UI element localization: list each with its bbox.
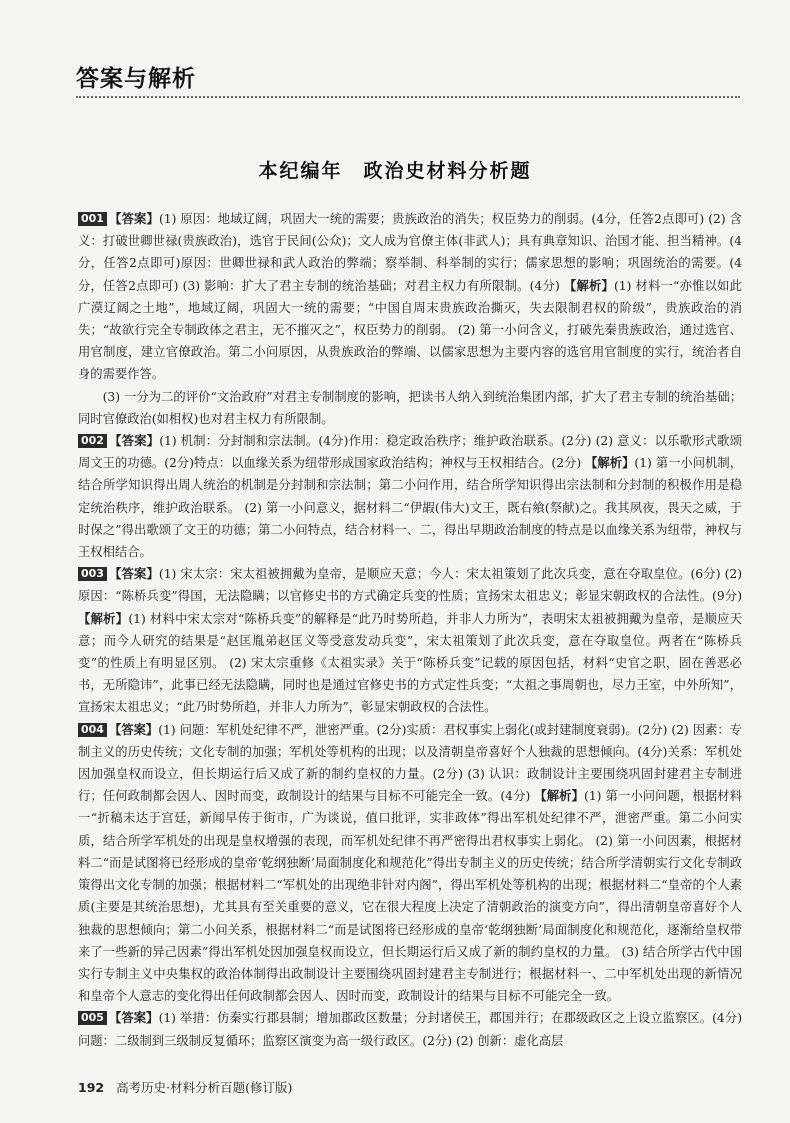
section-title: 本纪编年 政治史材料分析题 (258, 160, 532, 182)
analysis-text: (1) 材料一“亦惟以如此广漠辽阔之土地”，地域辽阔，巩固大一统的需要；“中国自周末贵族政治撕灭，失去限制君权的阶级”，贵族政治的消失；“故欲行完全专制政体之君主，无不摧灭之”，权臣势力的削弱。 (2) 第一小问含义，打破先秦贵族政治，通过选官、用官制度，建立官僚政治。第二小问原因，从贵族政治的弊端、以儒家思想为主要内容的选官用官制度的实行，统治者自身的需要作答。 (78, 278, 742, 382)
answer-text: (1) 原因：地域辽阔，巩固大一统的需要；贵族政治的消失；权臣势力的削弱。(4分，任答2点即可) (2) 含义：打破世卿世禄(贵族政治)，选官于民间(公众)；文人成为官僚主体(非武人)；具有典章知识、治国才能、担当精神。(4分，任答2点即可)原因：世卿世禄和武人政治的弊端；察举制、科举制的实行；儒家思想的影响；巩固统治的需要。(4分，任答2点即可) (3) 影响：扩大了君主专制的统治基础；对君主权力有所限制。(4分) (78, 212, 742, 293)
page-number: 192 (78, 1080, 105, 1095)
entry-001 (78, 208, 742, 386)
answer-label: 【答案】 (108, 1011, 159, 1026)
answer-text: (1) 宋太宗：宋太祖被拥戴为皇帝，是顺应天意；今人：宋太祖策划了此次兵变，意在夺取皇位。(6分) (2) 原因：“陈桥兵变”得国，无法隐瞒；以官修史书的方式确定兵变的性质；宣扬宋太祖忠义；彰显宋朝政权的合法性。(9分) (78, 567, 742, 604)
analysis-label: 【解析】 (563, 278, 614, 293)
entry-005 (78, 1007, 742, 1051)
question-number: 002 (78, 434, 107, 448)
analysis-label: 【解析】 (534, 789, 585, 804)
analysis-text: (1) 第一小问问题，根据材料一“折稿未达于宫廷，新闻早传于街市，广为谈说，值口批评，实非政体”得出军机处纪律不严，泄密严重。第二小问实质，结合所学军机处的出现是皇权增强的表现，而军机处纪律不再严密得出君权事实上弱化。 (2) 第一小问因素，根据材料二“而是试图将已经形成的皇帝‘乾纲独断’局面制度化和规范化”得出专制主义的历史传统；结合所学清朝实行文化专制政策得出文化专制的加强；根据材料二“军机处的出现绝非针对内阁”，得出军机处等机构的出现；根据材料二“皇帝的个人素质(主要是其统治思想)，尤其具有至关重要的意义，它在很大程度上决定了清朝政治的演变方向”，得出清朝皇帝喜好个人独裁的思想倾向；第二小问关系，根据材料二“而是试图将已经形成的皇帝‘乾纲独断’局面制度化和规范化，逐渐给皇权带来了一些新的异己因素”得出军机处因加强皇权而设立，但长期运行后又成了新的制约皇权的力量。 (3) 结合所学古代中国实行专制主义中央集权的政治体制得出政制设计主要围绕巩固封建君主专制进行；根据材料一、二中军机处出现的新情况和皇帝个人意志的变化得出任何政制都会因人、因时而变，政制设计的结果与目标不可能完全一致。 (78, 789, 742, 1004)
question-number: 005 (78, 1011, 107, 1025)
page-header (76, 54, 740, 100)
answer-label: 【答案】 (108, 434, 160, 449)
answer-content (78, 208, 742, 1062)
header-title: 答案与解析 (76, 66, 196, 92)
answer-text: (1) 问题：军机处纪律不严，泄密严重。(2分)实质：君权事实上弱化(或封建制度衰弱)。(2分) (2) 因素：专制主义的历史传统；文化专制的加强；军机处等机构的出现；以及清朝皇帝喜好个人独裁的思想倾向。(4分)关系：军机处因加强皇权而设立，但长期运行后又成了新的制约皇权的力量。(2分) (3) 认识：政制设计主要围绕巩固封建君主专制进行；任何政制都会因人、因时而变，政制设计的结果与目标不可能完全一致。(4分) (78, 722, 742, 804)
analysis-text: (1) 第一小问机制，结合所学知识得出周人统治的机制是分封制和宗法制；第二小问作用，结合所学知识得出宗法制和分封制的积极作用是稳定统治秩序，维护政治联系。 (2) 第一小问意义，据材料二“伊嘏(伟大)文王，既右飨(祭献)之。我其夙夜，畏天之威，于时保之”得出歌颂了文王的功德；第二小问特点，结合材料一、二，得出早期政治制度的特点是以血缘关系为纽带，神权与王权相结合。 (78, 456, 742, 560)
question-number: 004 (78, 723, 107, 737)
answer-label: 【答案】 (108, 212, 159, 226)
answer-text: (1) 举措：仿秦实行郡县制；增加郡政区数量；分封诸侯王，郡国并行；在郡级政区之上设立监察区。(4分)问题：二级制到三级制反复循环；监察区演变为高一级行政区。(2分) (2) 创新：虚化高层 (78, 1011, 742, 1048)
question-number: 001 (78, 212, 107, 226)
entry-003 (78, 563, 742, 718)
entry-002 (78, 430, 742, 563)
book-title: 高考历史·材料分析百题(修订版) (116, 1080, 293, 1095)
answer-text: (1) 机制：分封制和宗法制。(4分)作用：稳定政治秩序；维护政治联系。(2分) (2) 意义：以乐歌形式歌颂周文王的功德。(2分)特点：以血缘关系为纽带形成国家政治结构；神权与王权相结合。(2分) (78, 434, 742, 471)
page-footer (78, 1078, 292, 1096)
header-dotted-rule (76, 96, 740, 98)
question-number: 003 (78, 567, 107, 581)
answer-label: 【答案】 (108, 722, 159, 737)
answer-label: 【答案】 (108, 567, 159, 582)
entry-004 (78, 719, 742, 1008)
analysis-continuation: (3) 一分为二的评价“文治政府”对君主专制制度的影响，把读书人纳入到统治集团内部，扩大了君主专制的统治基础；同时官僚政治(如相权)也对君主权力有所限制。 (78, 389, 742, 426)
analysis-label: 【解析】 (585, 456, 635, 471)
analysis-text: (1) 材料中宋太宗对“陈桥兵变”的解释是“此乃时势所趋，并非人力所为”，表明宋太祖被拥戴为皇帝，是顺应天意；而今人研究的结果是“赵匡胤弟赵匡义等受意发动兵变”，宋太祖策划了此次兵变，意在夺取皇位。两者在“陈桥兵变”的性质上有明显区别。 (2) 宋太宗重修《太祖实录》关于“陈桥兵变”记载的原因包括，材料“史官之职，固在善恶必书，无所隐讳”，此事已经无法隐瞒，同时也是通过官修史书的方式定性兵变；“太祖之事周朝也，尽力王室，中外所知”，宣扬宋太祖忠义；“此乃时势所趋，并非人力所为”，彰显宋朝政权的合法性。 (78, 611, 742, 715)
analysis-label: 【解析】 (78, 611, 129, 626)
